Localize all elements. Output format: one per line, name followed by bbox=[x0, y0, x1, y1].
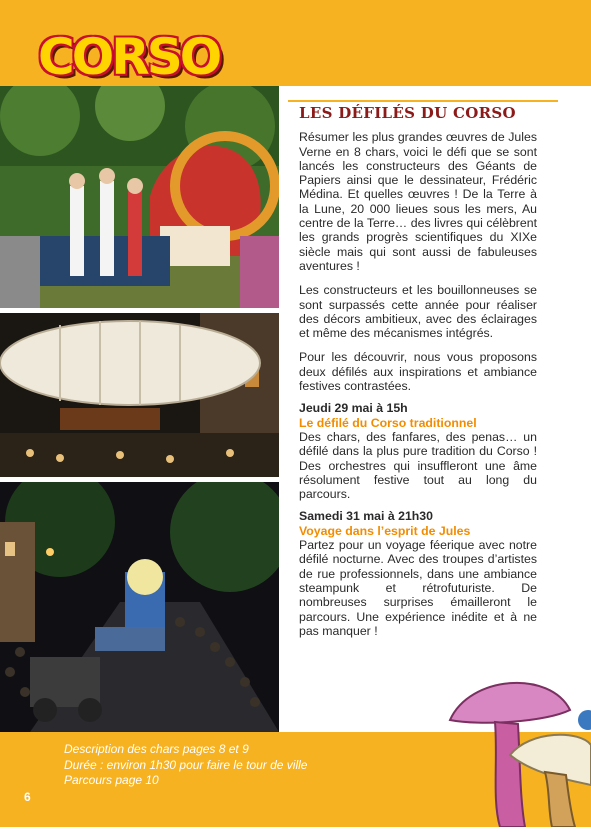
footer-line-chars: Description des chars pages 8 et 9 bbox=[64, 742, 249, 756]
mushroom-illustration bbox=[440, 660, 591, 827]
photo-daytime-float bbox=[0, 86, 279, 308]
heading-rule bbox=[288, 100, 558, 102]
parade2-text: Partez pour un voyage féerique avec notre défilé nocturne. Avec des troupes d’artistes de rue professionnels, dans une ambiance steampunk et rétrofuturiste. De nombreuses surprises émailleront le parcours. Une expérience inédite et à ne pas manquer ! bbox=[299, 538, 537, 638]
parade2-date: Samedi 31 mai à 21h30 bbox=[299, 509, 433, 524]
intro-paragraph: Résumer les plus grandes œuvres de Jules Verne en 8 chars, voici le défi que se sont lancés les constructeurs des Géants de Papiers ainsi que le dessinateur, Frédéric Médina. Et quelles œuvres ! De la Terre à la Lune, 20 000 lieues sous les mers, Au centre de la Terre… des livres qui célèbrent les grands progrès scientifiques du XIXe siècle mais qui sont aussi de fabuleuses aventures ! bbox=[299, 130, 537, 273]
page-number: 6 bbox=[24, 790, 31, 804]
footer-line-route: Parcours page 10 bbox=[64, 773, 159, 787]
article bbox=[299, 106, 537, 648]
invite-paragraph: Pour les découvrir, nous vous proposons deux défilés aux inspirations et ambiance festives contrastées. bbox=[299, 350, 537, 394]
parade1-name: Le défilé du Corso traditionnel bbox=[299, 415, 477, 430]
photo-airship-float bbox=[0, 313, 279, 477]
parade1-text: Des chars, des fanfares, des penas… un défilé dans la plus pure tradition du Corso ! Des orchestres qui insuffleront une âme résolument festive tout au long du parcours. bbox=[299, 429, 537, 502]
article-title: LES DÉFILÉS DU CORSO bbox=[299, 104, 516, 122]
photo-night-parade bbox=[0, 482, 279, 732]
builders-paragraph: Les constructeurs et les bouillonneuses se sont surpassés cette année pour réaliser des décors ambitieux, avec des éclairages et même des mécanismes intégrés. bbox=[299, 283, 537, 341]
footer-notes bbox=[64, 742, 307, 789]
parade2-name: Voyage dans l’esprit de Jules bbox=[299, 523, 471, 538]
footer-line-duration: Durée : environ 1h30 pour faire le tour de ville bbox=[64, 757, 308, 772]
parade1-date: Jeudi 29 mai à 15h bbox=[299, 401, 408, 416]
logo-word: CORSO bbox=[38, 28, 220, 86]
